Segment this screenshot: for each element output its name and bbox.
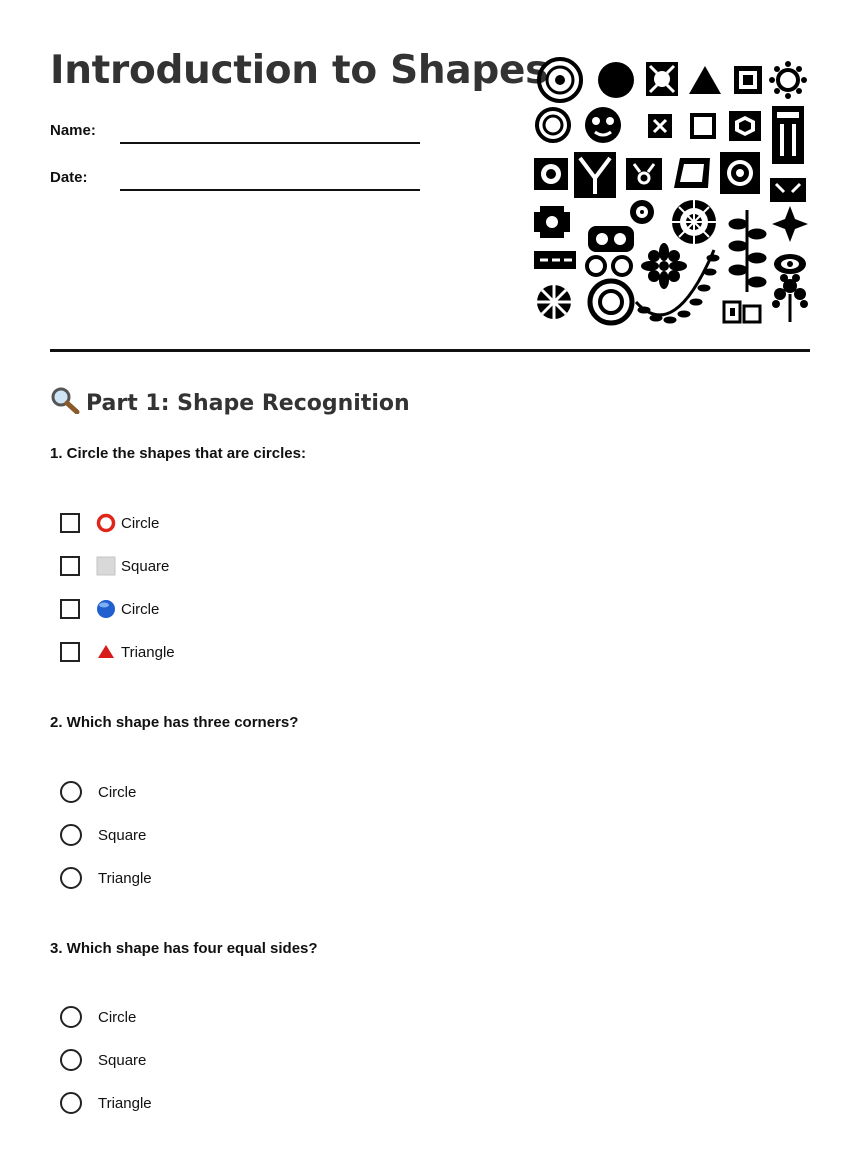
radio-button[interactable]	[60, 781, 82, 803]
option-label: Triangle	[121, 643, 175, 661]
totem-tower-glyph	[587, 226, 634, 323]
name-line[interactable]	[120, 118, 420, 144]
option-label: Square	[98, 1051, 147, 1069]
option-label: Circle	[121, 514, 160, 532]
framed-square-glyph	[734, 66, 762, 94]
section-title	[50, 386, 410, 420]
filled-circle-glyph	[598, 62, 634, 98]
q2-option-2[interactable]	[60, 822, 146, 848]
q1-option-3[interactable]	[60, 596, 159, 622]
red-triangle-icon	[96, 642, 116, 662]
option-label: Triangle	[98, 1094, 152, 1112]
checkbox[interactable]	[60, 556, 80, 576]
pinwheel-glyph	[537, 285, 571, 319]
band-glyph	[534, 251, 576, 269]
magnifying-glass-icon	[50, 386, 80, 420]
target-square-glyph	[534, 158, 568, 190]
concentric-circle-glyph	[539, 59, 581, 101]
totem-glyph	[772, 106, 804, 164]
q1-option-1[interactable]	[60, 510, 159, 536]
option-label: Square	[98, 826, 147, 844]
checkbox[interactable]	[60, 513, 80, 533]
date-line[interactable]	[120, 165, 420, 191]
ring-glyph	[537, 109, 569, 141]
option-label: Circle	[121, 600, 160, 618]
fern-glyph	[729, 210, 766, 292]
four-point-star-glyph	[772, 206, 808, 242]
q2-option-3[interactable]	[60, 865, 152, 891]
v-panel-glyph	[574, 152, 616, 198]
outline-square-glyph	[692, 115, 714, 137]
question-3: 3. Which shape has four equal sides?	[50, 940, 318, 957]
q3-option-3[interactable]	[60, 1090, 152, 1116]
option-label: Circle	[98, 1008, 137, 1026]
q3-option-1[interactable]	[60, 1004, 136, 1030]
option-label: Square	[121, 557, 170, 575]
star-square-glyph	[648, 114, 672, 138]
face-medallion-glyph	[585, 107, 621, 143]
q3-option-2[interactable]	[60, 1047, 146, 1073]
date-label: Date:	[50, 169, 88, 186]
eye-glyph	[774, 254, 806, 274]
gray-square-icon	[96, 556, 116, 576]
spiral-glyph	[630, 200, 654, 224]
checkbox[interactable]	[60, 599, 80, 619]
red-circle-outline-icon	[96, 513, 116, 533]
leaf-garland-glyph	[636, 250, 719, 323]
name-label: Name:	[50, 122, 96, 139]
owl-panel-glyph	[626, 158, 662, 190]
radio-button[interactable]	[60, 867, 82, 889]
q1-option-2[interactable]	[60, 553, 169, 579]
question-2: 2. Which shape has three corners?	[50, 714, 299, 731]
trapezoid-glyph	[674, 158, 710, 188]
worksheet-header	[50, 48, 810, 328]
question-1: 1. Circle the shapes that are circles:	[50, 445, 306, 462]
checkbox[interactable]	[60, 642, 80, 662]
radio-button[interactable]	[60, 1049, 82, 1071]
radio-button[interactable]	[60, 1006, 82, 1028]
radio-button[interactable]	[60, 824, 82, 846]
section-title-text: Part 1: Shape Recognition	[86, 391, 410, 416]
q1-option-4[interactable]	[60, 639, 175, 665]
triangle-glyph	[689, 66, 721, 94]
page-title: Introduction to Shapes	[50, 48, 549, 93]
key-pattern-glyph	[724, 302, 760, 322]
option-label: Circle	[98, 783, 137, 801]
tree-glyph	[772, 274, 808, 322]
header-divider	[50, 349, 810, 352]
eyes-rect-glyph	[770, 178, 806, 202]
hexagon-square-glyph	[729, 111, 761, 141]
blue-circle-icon	[96, 599, 116, 619]
cross-block-glyph	[534, 206, 570, 238]
option-label: Triangle	[98, 869, 152, 887]
folk-shapes-collage	[534, 54, 810, 326]
sun-glyph	[769, 61, 807, 99]
sunburst-glyph	[720, 152, 760, 194]
flower-glyph	[641, 243, 687, 289]
q2-option-1[interactable]	[60, 779, 136, 805]
mandala-glyph	[672, 200, 716, 244]
ornate-square-glyph	[646, 62, 678, 96]
radio-button[interactable]	[60, 1092, 82, 1114]
